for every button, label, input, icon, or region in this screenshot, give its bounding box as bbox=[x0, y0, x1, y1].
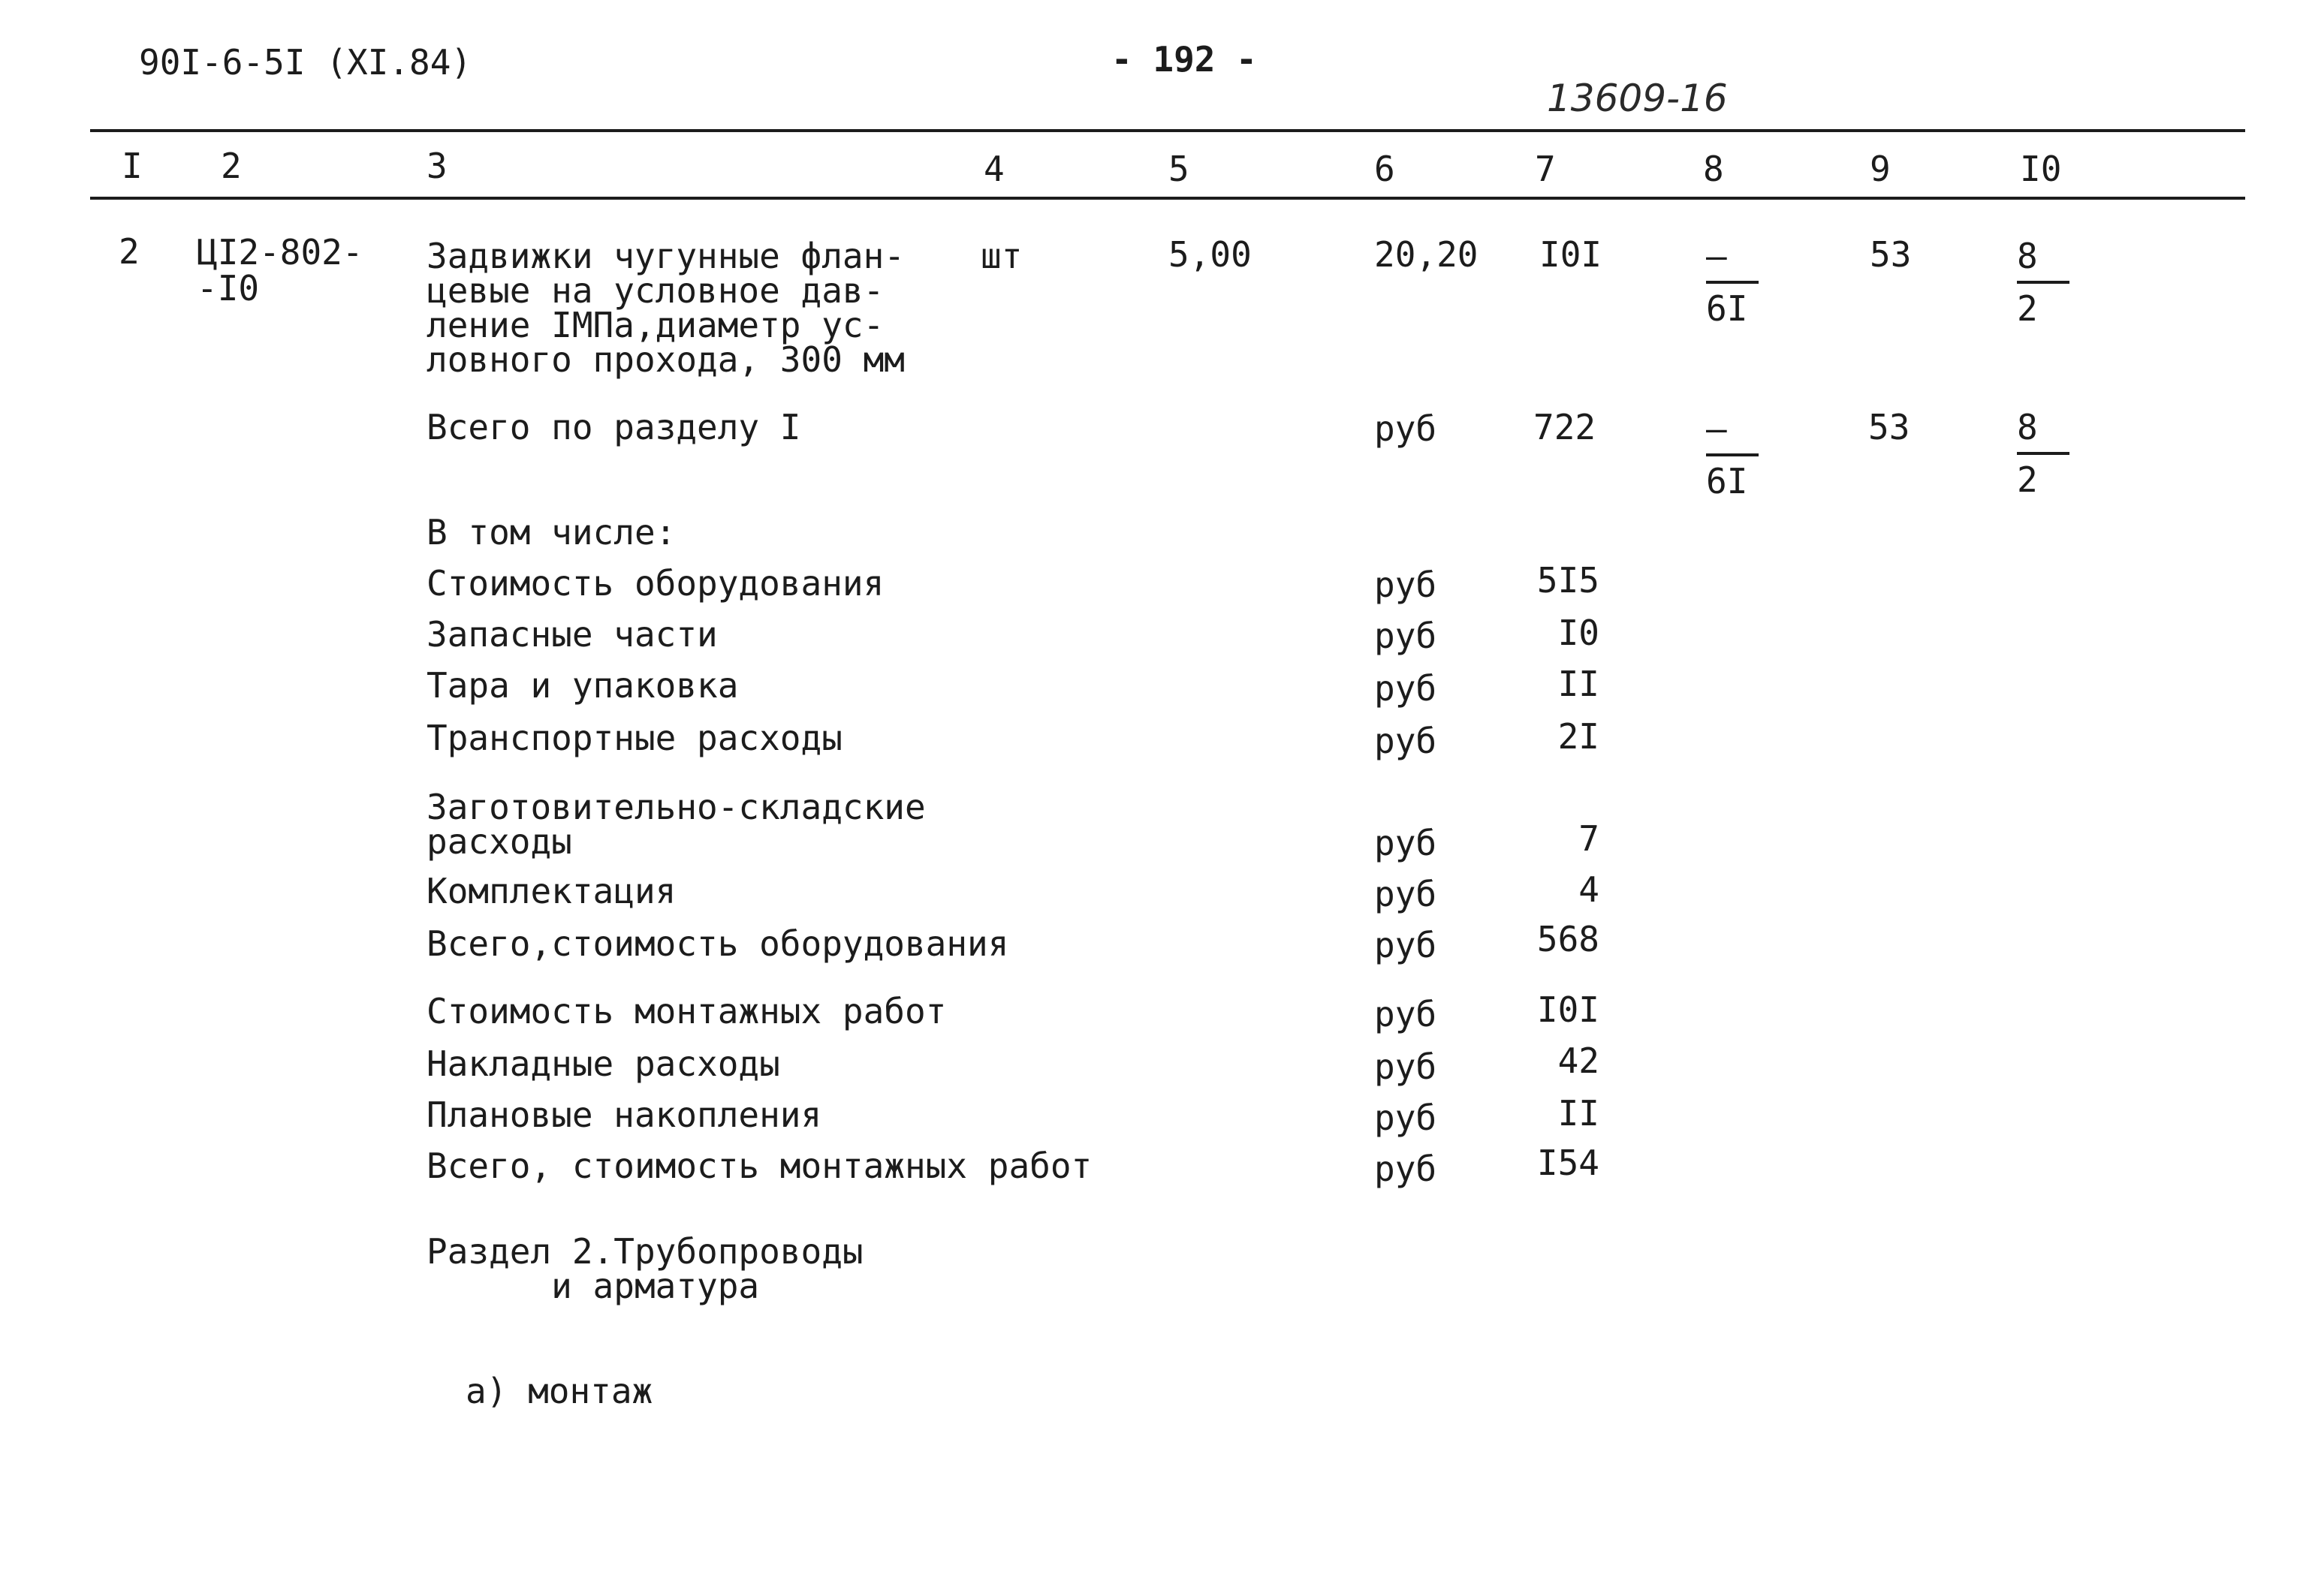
section-total-col9: 53 bbox=[1868, 407, 1910, 447]
breakdown-label: Стоимость оборудования bbox=[427, 563, 885, 604]
breakdown-unit: руб bbox=[1374, 874, 1437, 914]
col-header-5: 5 bbox=[1168, 149, 1189, 189]
breakdown-label: Заготовительно-складские расходы bbox=[427, 787, 926, 862]
breakdown-unit: руб bbox=[1374, 994, 1437, 1034]
breakdown-value: I54 bbox=[1536, 1143, 1599, 1183]
including-label: В том числе: bbox=[427, 512, 677, 553]
page-number: - 192 - bbox=[1111, 39, 1257, 80]
breakdown-unit: руб bbox=[1374, 721, 1437, 761]
breakdown-label: Плановые накопления bbox=[427, 1095, 822, 1135]
fraction-bar bbox=[2017, 452, 2069, 455]
breakdown-label: Всего, стоимость монтажных работ bbox=[427, 1146, 1093, 1186]
section-total-value: 722 bbox=[1533, 407, 1596, 447]
header-bottom-rule bbox=[90, 197, 2245, 200]
breakdown-unit: руб bbox=[1374, 668, 1437, 709]
section-total-col8-bottom: 6I bbox=[1706, 461, 1748, 501]
fraction-bar bbox=[1706, 281, 1759, 284]
item-unit: шт bbox=[981, 236, 1023, 276]
col-header-3: 3 bbox=[427, 146, 448, 186]
fraction-bar bbox=[1706, 453, 1759, 456]
fraction-bar bbox=[2017, 281, 2069, 284]
breakdown-label: Тара и упаковка bbox=[427, 665, 739, 706]
breakdown-value: 568 bbox=[1536, 919, 1599, 959]
breakdown-value: I0I bbox=[1536, 989, 1599, 1030]
section-total-col8-top: – bbox=[1706, 408, 1727, 449]
item-col8-top: – bbox=[1706, 236, 1727, 276]
section-total-col10-fraction bbox=[2017, 407, 2077, 500]
section-total-label: Всего по разделу I bbox=[427, 407, 801, 447]
breakdown-unit: руб bbox=[1374, 1098, 1437, 1138]
breakdown-unit: руб bbox=[1374, 565, 1437, 605]
breakdown-value: 4 bbox=[1578, 869, 1599, 910]
breakdown-label: Накладные расходы bbox=[427, 1043, 780, 1084]
col-header-2: 2 bbox=[221, 146, 242, 186]
document-code: 90I-6-5I (XI.84) bbox=[139, 42, 472, 83]
col-header-8: 8 bbox=[1703, 149, 1724, 189]
col-header-9: 9 bbox=[1870, 149, 1891, 189]
col-header-7: 7 bbox=[1535, 149, 1556, 189]
col-header-10: I0 bbox=[2020, 149, 2062, 189]
breakdown-label: Запасные части bbox=[427, 614, 718, 655]
breakdown-value: I0 bbox=[1557, 613, 1599, 653]
breakdown-unit: руб bbox=[1374, 616, 1437, 656]
breakdown-label: Комплектация bbox=[427, 871, 677, 911]
breakdown-label: Транспортные расходы bbox=[427, 718, 843, 758]
subsection-label: а) монтаж bbox=[466, 1371, 653, 1411]
item-col10-fraction bbox=[2017, 236, 2077, 329]
breakdown-label: Стоимость монтажных работ bbox=[427, 991, 947, 1031]
section-total-unit: руб bbox=[1374, 408, 1437, 449]
table-top-rule bbox=[90, 129, 2245, 132]
section-total-col8-fraction bbox=[1706, 408, 1766, 501]
item-col9: 53 bbox=[1870, 234, 1912, 275]
breakdown-value: II bbox=[1557, 664, 1599, 704]
breakdown-unit: руб bbox=[1374, 823, 1437, 863]
breakdown-value: II bbox=[1557, 1093, 1599, 1134]
breakdown-unit: руб bbox=[1374, 925, 1437, 965]
item-number: 2 bbox=[119, 231, 140, 272]
item-description: Задвижки чугунные флан- цевые на условное дав- ление IМПа,диаметр ус- ловного прохода, 300 мм bbox=[427, 236, 905, 380]
breakdown-value: 42 bbox=[1557, 1040, 1599, 1081]
item-col8-bottom: 6I bbox=[1706, 288, 1748, 329]
item-price: 20,20 bbox=[1374, 234, 1479, 275]
section-total-col10-bottom: 2 bbox=[2017, 459, 2038, 500]
item-col10-top: 8 bbox=[2017, 236, 2038, 276]
breakdown-unit: руб bbox=[1374, 1149, 1437, 1189]
breakdown-value: 5I5 bbox=[1536, 560, 1599, 601]
breakdown-label: Всего,стоимость оборудования bbox=[427, 923, 1009, 964]
breakdown-value: 2I bbox=[1557, 716, 1599, 757]
section-total-col10-top: 8 bbox=[2017, 407, 2038, 447]
breakdown-value: 7 bbox=[1578, 818, 1599, 859]
col-header-4: 4 bbox=[984, 149, 1005, 189]
item-total: I0I bbox=[1539, 234, 1602, 275]
col-header-6: 6 bbox=[1374, 149, 1395, 189]
item-quantity: 5,00 bbox=[1168, 234, 1252, 275]
item-col10-bottom: 2 bbox=[2017, 288, 2038, 329]
col-header-1: I bbox=[122, 146, 143, 186]
item-col8-fraction bbox=[1706, 236, 1766, 329]
section-2-title: Раздел 2.Трубопроводы и арматура bbox=[427, 1231, 864, 1306]
item-code: ЦI2-802- -I0 bbox=[197, 232, 363, 309]
breakdown-unit: руб bbox=[1374, 1046, 1437, 1087]
handwritten-reference: 13609-16 bbox=[1547, 77, 1728, 120]
